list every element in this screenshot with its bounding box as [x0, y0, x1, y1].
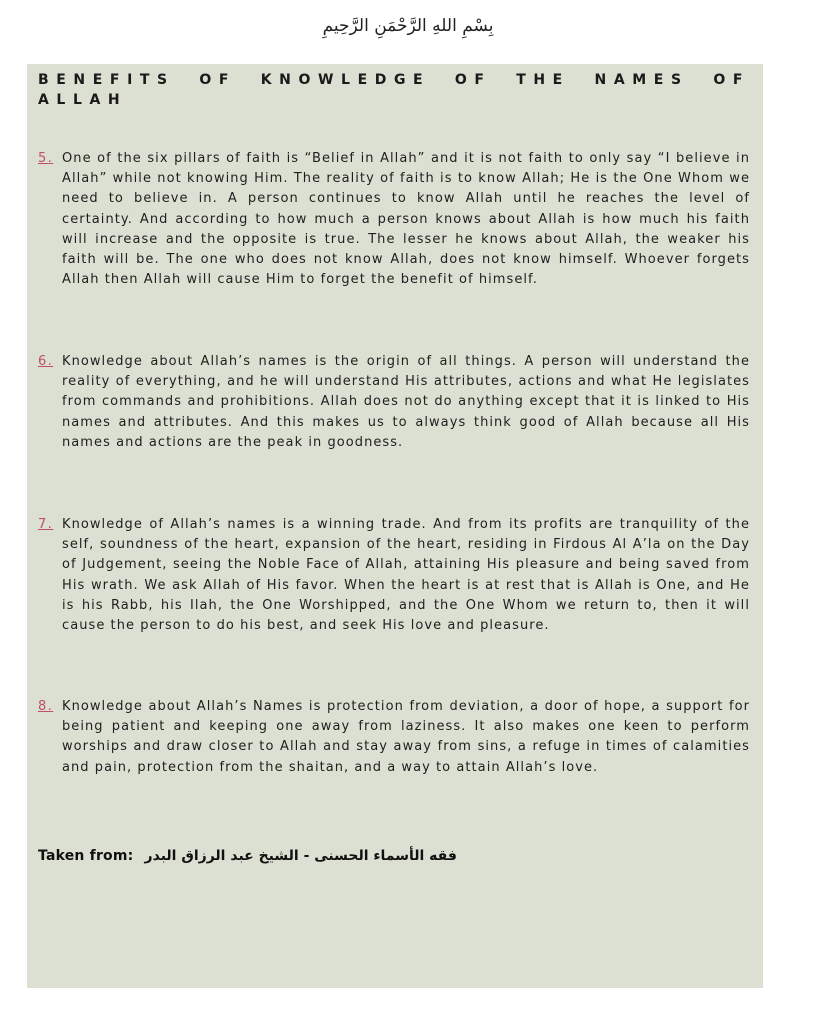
- page-title: BENEFITS OF KNOWLEDGE OF THE NAMES OF ALLAH: [38, 72, 750, 108]
- item-number: 8.: [38, 699, 54, 714]
- item-number: 7.: [38, 517, 54, 532]
- item-text: One of the six pillars of faith is “Belief in Allah” and it is not faith to only say “I believe in Allah” while not knowing Him. The reality of faith is to know Allah; He is the One Whom we need to believe in. A person continues to know Allah until he reaches the level of certainty. And according to how much a person knows about Allah is how much his faith will increase and the opposite is true. The lesser he knows about Allah, the weaker his faith will be. The one who does not know Allah, does not know himself. Whoever forgets Allah then Allah will cause Him to forget the benefit of himself.: [62, 151, 750, 288]
- source-citation: [38, 848, 457, 864]
- source-label: Taken from:: [38, 848, 134, 864]
- item-number: 5.: [38, 151, 54, 166]
- basmala-header: بِسْمِ اللهِ الرَّحْمَنِ الرَّحِيمِ: [322, 16, 494, 36]
- item-text: Knowledge of Allah’s names is a winning trade. And from its profits are tranquility of the self, soundness of the heart, expansion of the heart, residing in Firdous Al A’la on the Day of Judgement, seeing the Noble Face of Allah, attaining His pleasure and being saved from His wrath. We ask Allah of His favor. When the heart is at rest that is Allah is One, and He is his Rabb, his Ilah, the One Worshipped, and the One Whom we return to, then it will cause the person to do his best, and seek His love and pleasure.: [62, 517, 750, 634]
- item-number: 6.: [38, 354, 54, 369]
- benefit-item-7: [38, 515, 750, 636]
- benefit-item-8: [38, 697, 750, 778]
- content-panel: [27, 64, 763, 988]
- item-text: Knowledge about Allah’s names is the origin of all things. A person will understand the reality of everything, and he will understand His attributes, actions and what He legislates from commands and prohibitions. Allah does not do anything except that it is linked to His names and attributes. And this makes us to always think good of Allah because all His names and actions are the peak in goodness.: [62, 354, 750, 450]
- source-arabic-title: فقه الأسماء الحسنى - الشيخ عبد الرزاق البدر: [144, 848, 457, 864]
- item-text: Knowledge about Allah’s Names is protection from deviation, a door of hope, a support for being patient and keeping one away from laziness. It also makes one keen to perform worships and draw closer to Allah and stay away from sins, a refuge in times of calamities and pain, protection from the shaitan, and a way to attain Allah’s love.: [62, 699, 750, 775]
- benefit-item-5: [38, 149, 750, 290]
- benefit-item-6: [38, 352, 750, 453]
